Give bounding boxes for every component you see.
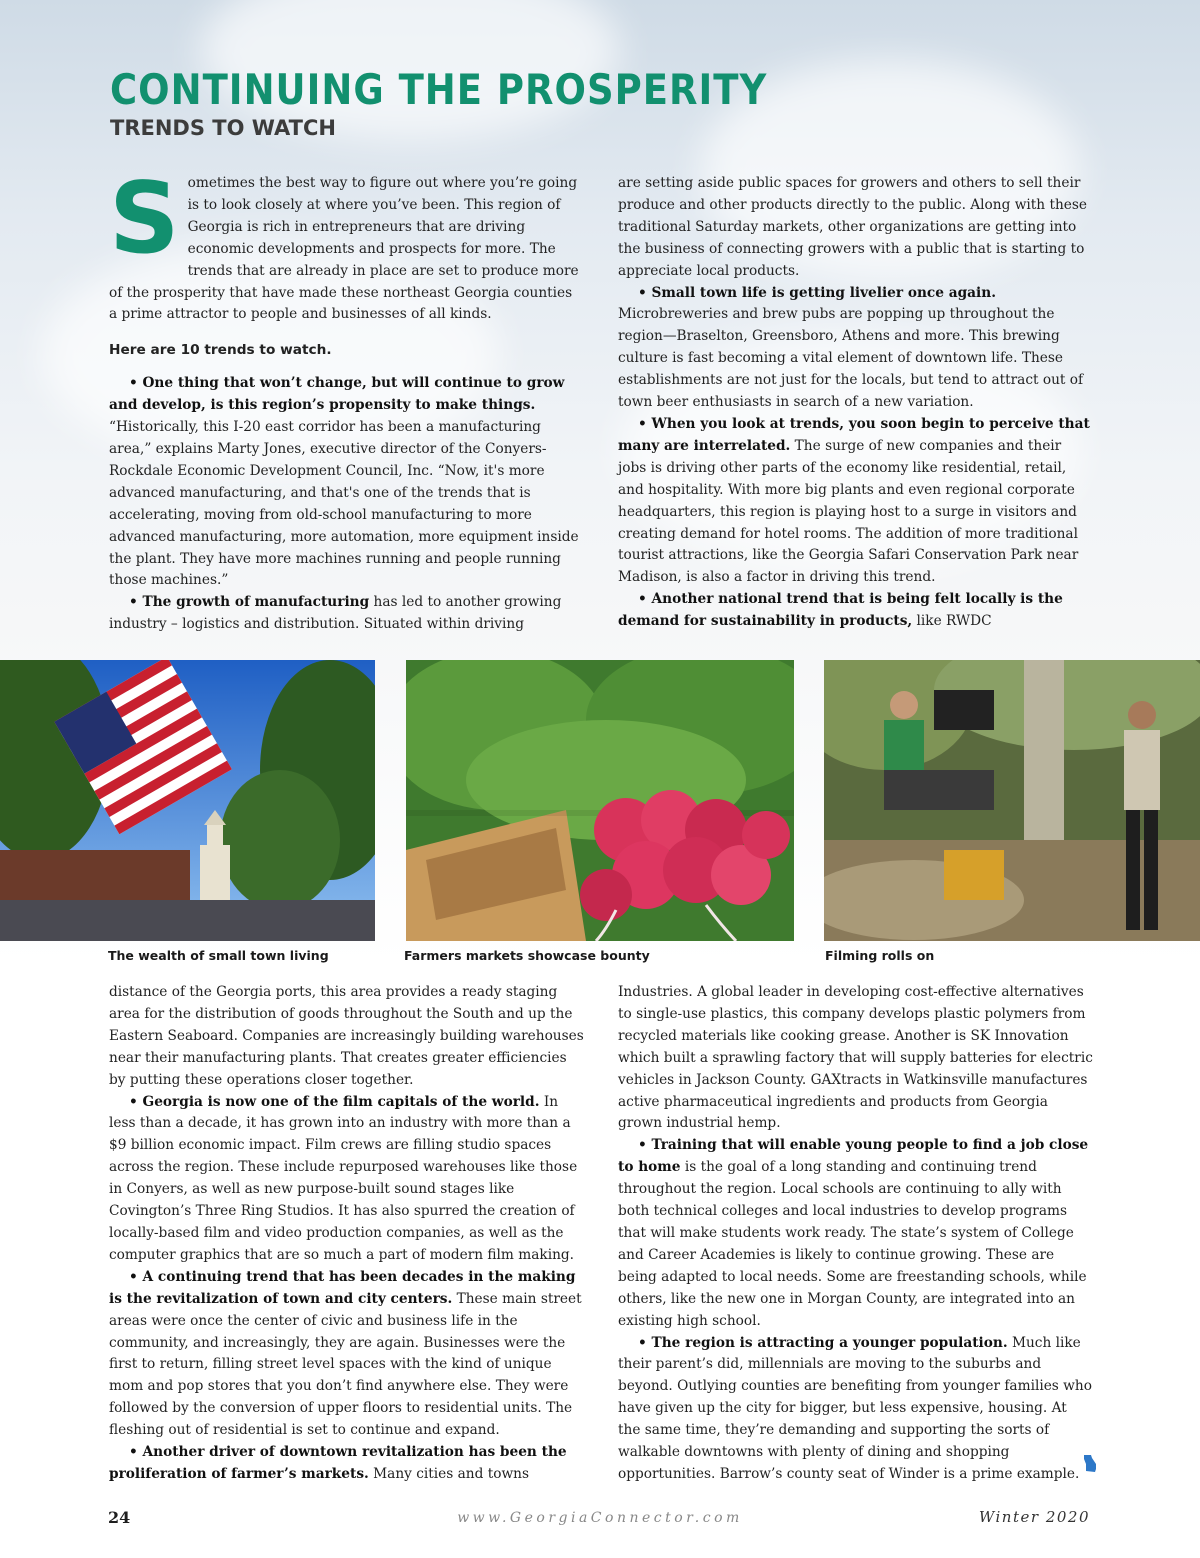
paragraph-text: like RWDC	[912, 613, 992, 630]
page-number: 24	[108, 1508, 131, 1527]
paragraph-text: “Historically, this I-20 east corridor has been a manufacturing area,” explains Marty Jones, executive director of the Conyers-Rockdale Economic Development Council, Inc. “Now, it's more advanced manufacturing, and that's one of the trends that is accelerating, moving from old-school manufacturing to more advanced manufacturing, more automation, more equipment inside the plant. They have more machines running and people running those machines.”	[109, 419, 579, 589]
article-paragraph	[109, 373, 584, 592]
trend-lead-in: • Georgia is now one of the film capitals of the world.	[129, 1093, 540, 1110]
trend-lead-in: • A continuing trend that has been decades in the making is the revitalization of town and city centers.	[109, 1268, 576, 1307]
article-paragraph	[618, 283, 1093, 414]
column-left-top	[109, 162, 584, 636]
page-subtitle: TRENDS TO WATCH	[110, 116, 336, 140]
trend-list	[109, 373, 584, 636]
paragraph-text: is the goal of a long standing and continuing trend throughout the region. Local schools are continuing to ally with both technical colleges and local industries to develop programs that will make students work ready. The state’s system of College and Career Academies is likely to continue growing. These are being adapted to local needs. Some are freestanding schools, while others, like the new one in Morgan County, are integrated into an existing high school.	[618, 1159, 1087, 1329]
paragraph-text: are setting aside public spaces for growers and others to sell their produce and other products directly to the public. Along with these traditional Saturday markets, other organizations are getting into the business of connecting growers with a public that is starting to appreciate local products.	[618, 175, 1088, 279]
article-paragraph	[618, 1333, 1093, 1486]
article-paragraph	[109, 1442, 584, 1486]
paragraph-text: has led to another growing industry – logistics and distribution. Situated within driving	[109, 594, 562, 633]
issue-label: Winter 2020	[978, 1508, 1090, 1526]
column-left-bottom	[109, 982, 584, 1486]
photo-filming	[824, 660, 1200, 941]
trends-heading: Here are 10 trends to watch.	[109, 342, 332, 359]
trend-lead-in: • Small town life is getting livelier once again.	[638, 284, 996, 301]
column-right-top	[618, 173, 1093, 633]
trend-lead-in: • Training that will enable young people to find a job close to home	[618, 1137, 1089, 1176]
trend-list	[618, 173, 1093, 633]
trend-list	[109, 982, 584, 1486]
trend-lead-in: • One thing that won’t change, but will continue to grow and develop, is this region’s propensity to make things.	[109, 375, 565, 414]
article-paragraph	[109, 1267, 584, 1442]
drop-cap: S	[109, 162, 180, 276]
paragraph-text: Many cities and towns	[368, 1465, 530, 1482]
photo-farmers-market	[406, 660, 794, 941]
paragraph-text: The surge of new companies and their jobs is driving other parts of the economy like residential, retail, and hospitality. With more big plants and even regional corporate headquarters, this region is playing host to a surge in visitors and creating demand for hotel rooms. The addition of more traditional tourist attractions, like the Georgia Safari Conservation Park near Madison, is also a factor in driving this trend.	[618, 437, 1079, 586]
trend-lead-in: • When you look at trends, you soon begin to perceive that many are interrelated.	[618, 415, 1090, 454]
caption-small-town: The wealth of small town living	[108, 948, 329, 963]
article-paragraph	[109, 592, 584, 636]
paragraph-text: Microbreweries and brew pubs are popping up throughout the region—Braselton, Greensboro, Athens and more. This brewing culture is fast becoming a vital element of downtown life. These establishments are not just for the locals, but tend to attract out of town beer enthusiasts in search of a new variation.	[618, 306, 1084, 411]
paragraph-text: Industries. A global leader in developing cost-effective alternatives to single-use plastics, this company develops plastic polymers from recycled materials like cooking grease. Another is SK Innovation which built a sprawling factory that will supply batteries for electric vehicles in Jackson County. GAXtracts in Watkinsville manufactures active pharmaceutical ingredients and products from Georgia grown industrial hemp.	[618, 984, 1093, 1132]
caption-filming: Filming rolls on	[825, 948, 935, 963]
article-paragraph	[618, 173, 1093, 283]
intro-text: ometimes the best way to figure out where you’re going is to look closely at where you’ve been. This region of Georgia is rich in entrepreneurs that are driving economic developments and prospects for more. The trends that are already in place are set to produce more of the prosperity that have made these northeast Georgia counties a prime attractor to people and businesses of all kinds.	[109, 175, 579, 323]
article-paragraph	[618, 414, 1093, 589]
trend-lead-in: • The region is attracting a younger population.	[638, 1334, 1008, 1351]
paragraph-text: In less than a decade, it has grown into an industry with more than a $9 billion economic impact. Film crews are filling studio spaces across the region. These include repurposed warehouses like those in Conyers, as well as new purpose-built sound stages like Covington’s Three Ring Studios. It has also spurred the creation of locally-based film and video production companies, as well as the computer graphics that are so much a part of modern film making.	[109, 1093, 578, 1263]
footer-url: www.GeorgiaConnector.com	[457, 1510, 743, 1526]
trend-list	[618, 982, 1093, 1486]
intro-paragraph	[109, 162, 584, 326]
photo-small-town	[0, 660, 375, 941]
trend-lead-in: • The growth of manufacturing	[129, 594, 370, 611]
article-paragraph	[618, 1135, 1093, 1332]
caption-farmers-market: Farmers markets showcase bounty	[404, 948, 650, 963]
paragraph-text: Much like their parent’s did, millennials are moving to the suburbs and beyond. Outlying counties are benefiting from younger families who have given up the city for bigger, but less expensive, housing. At the same time, they’re demanding and supporting the sorts of walkable downtowns with plenty of dining and shopping opportunities. Barrow’s county seat of Winder is a prime example.	[618, 1334, 1092, 1482]
paragraph-text: These main street areas were once the center of civic and business life in the community, and increasingly, they are again. Businesses were the first to return, filling street level spaces with the kind of unique mom and pop stores that you don’t find anywhere else. They were followed by the conversion of upper floors to residential units. The fleshing out of residential is set to continue and expand.	[109, 1290, 582, 1439]
article-paragraph	[618, 982, 1093, 1135]
article-paragraph	[618, 589, 1093, 633]
trend-lead-in: • Another driver of downtown revitalization has been the proliferation of farmer’s markets.	[109, 1444, 567, 1482]
paragraph-text: distance of the Georgia ports, this area provides a ready staging area for the distribution of goods throughout the South and up the Eastern Seaboard. Companies are increasingly building warehouses near their manufacturing plants. That creates greater efficiencies by putting these operations closer together.	[109, 984, 584, 1088]
page-title: CONTINUING THE PROSPERITY	[110, 66, 768, 115]
article-paragraph	[109, 982, 584, 1092]
georgia-state-icon	[1083, 1455, 1097, 1480]
trend-lead-in: • Another national trend that is being felt locally is the demand for sustainability in products,	[618, 591, 1063, 630]
column-right-bottom	[618, 982, 1093, 1486]
article-paragraph	[109, 1092, 584, 1267]
